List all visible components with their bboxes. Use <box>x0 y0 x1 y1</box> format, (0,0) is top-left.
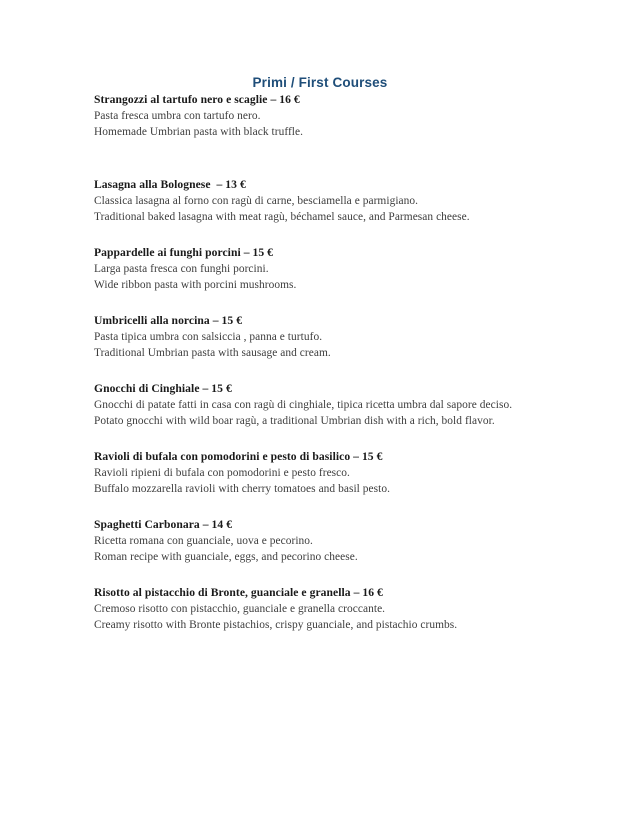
menu-item-description-en: Buffalo mozzarella ravioli with cherry tomatoes and basil pesto. <box>94 483 391 495</box>
menu-item-name: Pappardelle ai funghi porcini – 15 € <box>94 246 274 259</box>
menu-item-name: Spaghetti Carbonara – 14 € <box>94 518 233 531</box>
menu-item-description-it: Gnocchi di patate fatti in casa con ragù di cinghiale, tipica ricetta umbra dal sapore deciso. <box>94 399 513 411</box>
menu-item-description-it: Ricetta romana con guanciale, uova e pecorino. <box>94 535 313 547</box>
menu-item <box>94 245 594 293</box>
menu-item-description-en: Homemade Umbrian pasta with black truffle. <box>94 126 304 138</box>
menu-item <box>94 449 594 497</box>
menu-item-description-it: Pasta fresca umbra con tartufo nero. <box>94 110 261 122</box>
menu-item-name: Ravioli di bufala con pomodorini e pesto di basilico – 15 € <box>94 450 383 463</box>
menu-item-name: Risotto al pistacchio di Bronte, guanciale e granella – 16 € <box>94 586 383 599</box>
menu-item-description-it: Pasta tipica umbra con salsiccia , panna e turtufo. <box>94 331 323 343</box>
menu-item-description-it: Larga pasta fresca con funghi porcini. <box>94 263 269 275</box>
menu-item-description-en: Wide ribbon pasta with porcini mushrooms. <box>94 279 297 291</box>
menu-item-name: Strangozzi al tartufo nero e scaglie – 16 € <box>94 93 300 106</box>
section-title: Primi / First Courses <box>252 75 388 90</box>
menu-item-description-it: Cremoso risotto con pistacchio, guanciale e granella croccante. <box>94 603 386 615</box>
menu-item-name: Umbricelli alla norcina – 15 € <box>94 314 243 327</box>
menu-item-description-en: Traditional Umbrian pasta with sausage and cream. <box>94 347 331 359</box>
menu-item <box>94 313 594 361</box>
menu-item <box>94 381 594 429</box>
menu-item-name: Lasagna alla Bolognese – 13 € <box>94 178 246 191</box>
menu-item-description-en: Creamy risotto with Bronte pistachios, crispy guanciale, and pistachio crumbs. <box>94 619 458 631</box>
menu-item-description-en: Potato gnocchi with wild boar ragù, a traditional Umbrian dish with a rich, bold flavor. <box>94 415 495 427</box>
menu-item <box>94 177 594 225</box>
menu-item <box>94 517 594 565</box>
menu-item-name: Gnocchi di Cinghiale – 15 € <box>94 382 232 395</box>
menu-item-description-it: Classica lasagna al forno con ragù di carne, besciamella e parmigiano. <box>94 195 419 207</box>
menu-item-description-en: Traditional baked lasagna with meat ragù, béchamel sauce, and Parmesan cheese. <box>94 211 470 223</box>
menu-item-list <box>94 92 594 633</box>
menu-item-description-it: Ravioli ripieni di bufala con pomodorini e pesto fresco. <box>94 467 350 479</box>
menu-item <box>94 92 594 140</box>
menu-item-description-en: Roman recipe with guanciale, eggs, and pecorino cheese. <box>94 551 358 563</box>
menu-item <box>94 585 594 633</box>
